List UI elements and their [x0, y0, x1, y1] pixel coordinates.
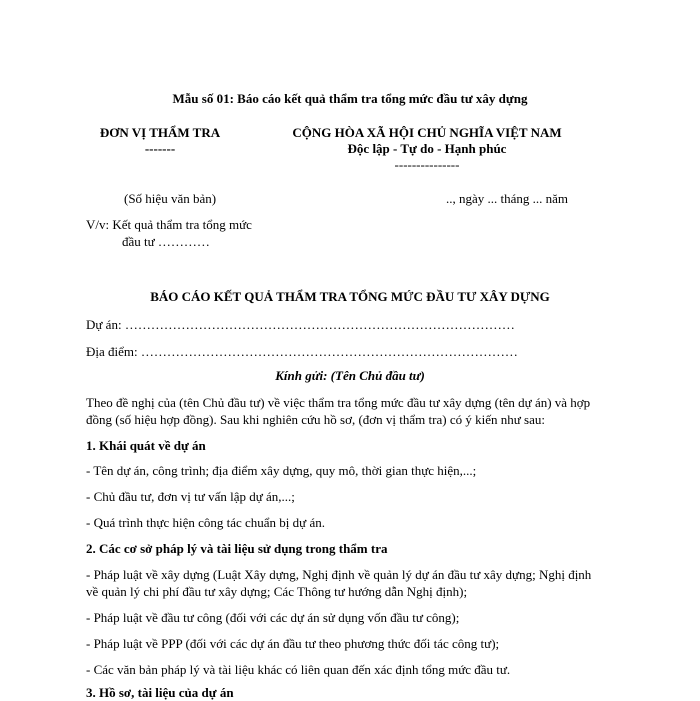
date-line: .., ngày ... tháng ... năm: [446, 191, 569, 206]
section-2-item-1-line-1: - Pháp luật về xây dựng (Luật Xây dựng, Nghị định về quản lý dự án đầu tư xây dựng; Nghị định: [86, 567, 592, 582]
motto-separator: ---------------: [394, 157, 460, 172]
org-separator: -------: [144, 141, 176, 156]
report-title: BÁO CÁO KẾT QUẢ THẨM TRA TỔNG MỨC ĐẦU TƯ XÂY DỰNG: [150, 289, 550, 304]
country-name: CỘNG HÒA XÃ HỘI CHỦ NGHĨA VIỆT NAM: [292, 125, 562, 140]
national-motto: Độc lập - Tự do - Hạnh phúc: [347, 141, 507, 156]
section-2-heading: 2. Các cơ sở pháp lý và tài liệu sử dụng trong thẩm tra: [86, 541, 388, 556]
section-1-item: - Quá trình thực hiện công tác chuẩn bị dự án.: [86, 515, 325, 530]
section-2-item-1-line-2: về quản lý chi phí đầu tư xây dựng; Các Thông tư hướng dẫn Nghị định);: [86, 584, 468, 599]
greeting: Kính gửi: (Tên Chủ đầu tư): [275, 368, 425, 383]
subject-line-2: đầu tư …………: [122, 234, 210, 249]
section-2-item-3: - Pháp luật về PPP (đối với các dự án đầu tư theo phương thức đối tác công tư);: [86, 636, 500, 651]
intro-line-2: đồng (số hiệu hợp đồng). Sau khi nghiên cứu hồ sơ, (đơn vị thẩm tra) có ý kiến như sau:: [86, 412, 545, 427]
section-2-item-4: - Các văn bản pháp lý và tài liệu khác có liên quan đến xác định tổng mức đầu tư.: [86, 662, 511, 677]
document-number: (Số hiệu văn bản): [124, 191, 217, 206]
section-1-heading: 1. Khái quát về dự án: [86, 438, 206, 453]
subject-line-1: V/v: Kết quả thẩm tra tổng mức: [86, 217, 252, 232]
issuing-org: ĐƠN VỊ THẨM TRA: [99, 125, 221, 140]
project-line: Dự án: ………………………………………………………………………………: [86, 317, 515, 332]
section-1-item: - Chủ đầu tư, đơn vị tư vấn lập dự án,...;: [86, 489, 295, 504]
form-title: Mẫu số 01: Báo cáo kết quả thẩm tra tổng mức đầu tư xây dựng: [172, 91, 528, 106]
section-3-heading: 3. Hồ sơ, tài liệu của dự án: [86, 685, 234, 700]
section-2-item-2: - Pháp luật về đầu tư công (đối với các dự án sử dụng vốn đầu tư công);: [86, 610, 460, 625]
intro-line-1: Theo đề nghị của (tên Chủ đầu tư) về việc thẩm tra tổng mức đầu tư xây dựng (tên dự án) và hợp: [86, 395, 591, 410]
location-line: Địa điểm: ……………………………………………………………………………: [86, 344, 518, 359]
section-1-item: - Tên dự án, công trình; địa điểm xây dựng, quy mô, thời gian thực hiện,...;: [86, 463, 477, 478]
